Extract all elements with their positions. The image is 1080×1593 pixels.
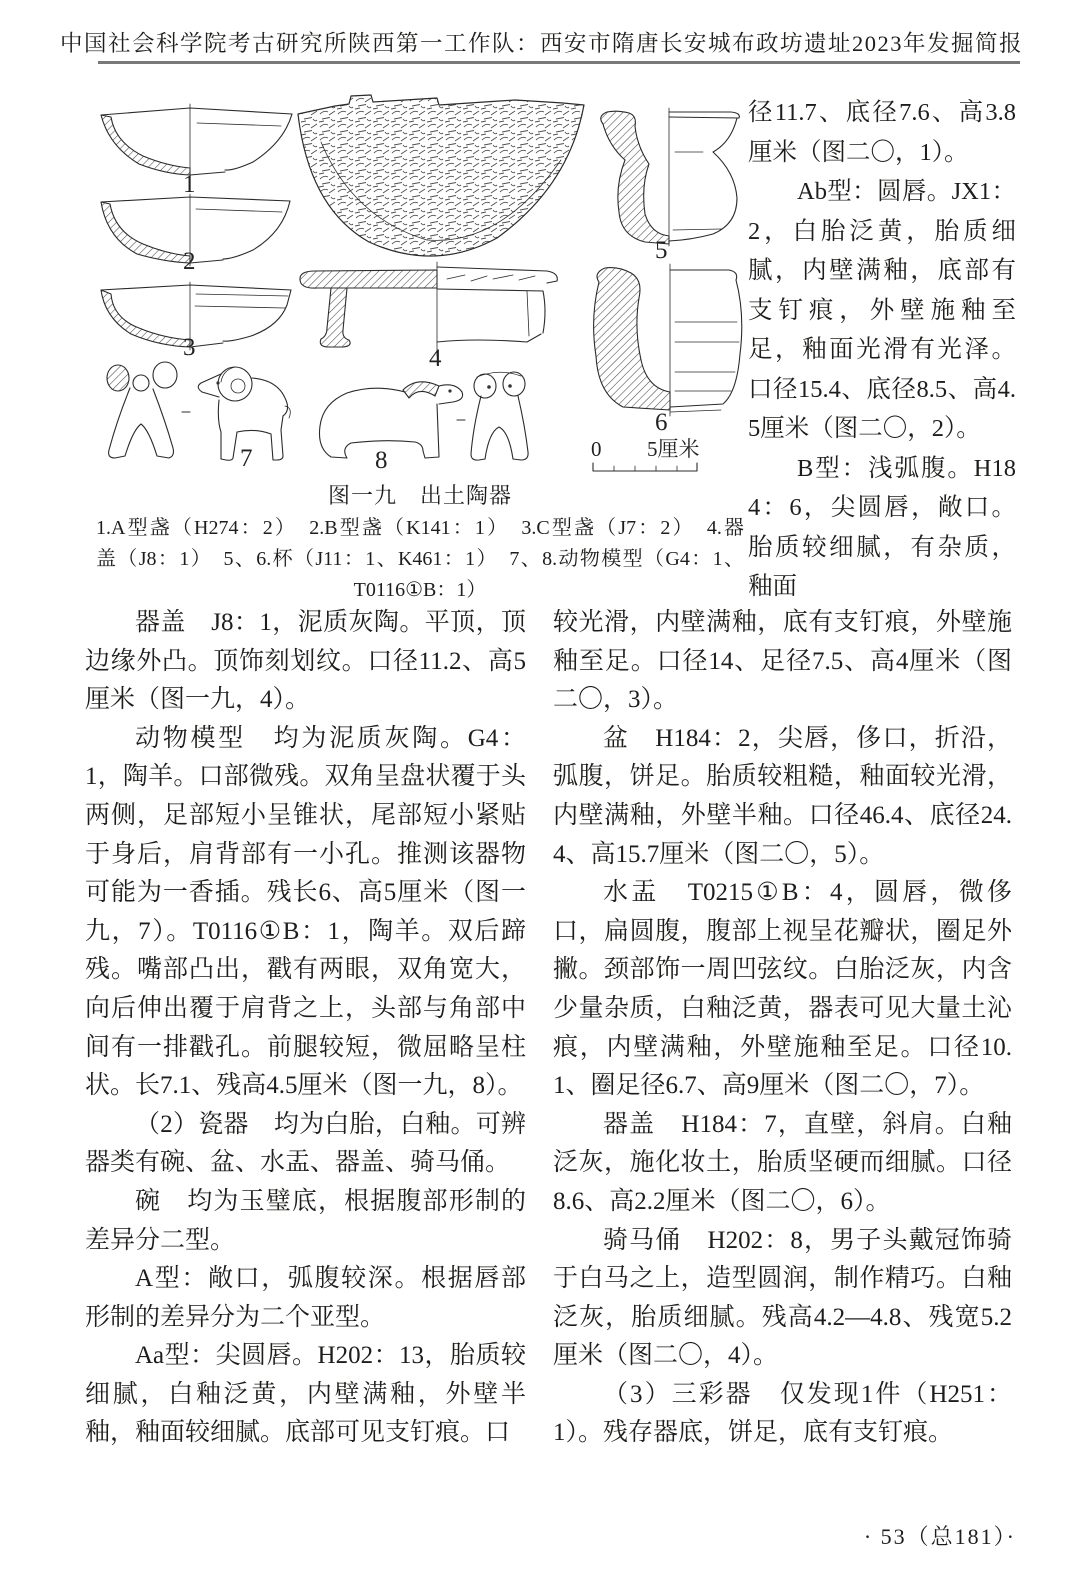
- running-head: 中国社会科学院考古研究所陕西第一工作队：西安市隋唐长安城布政坊遗址2023年发掘简报: [60, 31, 1024, 56]
- body-paragraph: A型：敞口，弧腹较深。根据唇部形制的差异分为二个亚型。: [85, 1265, 526, 1331]
- body-paragraph: 碗 均为玉璧底，根据腹部形制的差异分二型。: [85, 1187, 526, 1254]
- body-paragraph: 盆 H184：2，尖唇，侈口，折沿，弧腹，饼足。胎质较粗糙，釉面较光滑，内壁满釉，外壁半釉。口径46.4、底径24.4、高15.7厘米（图二〇，5）。: [553, 724, 1012, 868]
- body-paragraph: 较光滑，内壁满釉，底有支钉痕，外壁施釉至足。口径14、足径7.5、高4厘米（图二〇，3）。: [553, 609, 1012, 714]
- drawing-decorated-sherd: [298, 95, 584, 256]
- drawing-bowl-3: [101, 282, 291, 350]
- figure-label-1: 1: [183, 171, 196, 198]
- header-rule: [98, 61, 1020, 64]
- body-paragraph: 器盖 H184：7，直壁，斜肩。白釉泛灰，施化妆土，胎质坚硬而细腻。口径8.6、高2.2厘米（图二〇，6）。: [553, 1110, 1012, 1215]
- figure-label-8: 8: [375, 447, 388, 474]
- body-paragraph: （3）三彩器 仅发现1件（H251：1）。残存器底，饼足，底有支钉痕。: [553, 1380, 1012, 1447]
- drawing-bowl-2: [101, 194, 290, 266]
- drawing-lid-section: [300, 262, 557, 356]
- scale-bar: [591, 437, 700, 471]
- figure-19-line-drawings: [85, 90, 745, 480]
- figure-caption: [96, 479, 744, 606]
- left-column: [85, 604, 526, 1453]
- figure-caption-line: 盖（J8：1） 5、6.杯（J11：1、K461：1） 7、8.动物模型（G4：1、: [96, 548, 744, 570]
- body-paragraph: 水盂 T0215①B：4，圆唇，微侈口，扁圆腹，腹部上视呈花瓣状，圈足外撇。颈部饰一周凹弦纹。白胎泛灰，内含少量杂质，白釉泛黄，器表可见大量土沁痕，内壁满釉，外壁施釉至足。口径10.1、圈足径6.7、高9厘米（图二〇，7）。: [553, 879, 1012, 1100]
- figure-label-3: 3: [183, 334, 196, 361]
- body-paragraph: 器盖 J8：1，泥质灰陶。平顶，顶边缘外凸。顶饰刻划纹。口径11.2、高5厘米（图一九，4）。: [85, 609, 526, 714]
- drawing-ram-front-view: [107, 362, 190, 458]
- figure-label-7: 7: [240, 445, 253, 472]
- figure-label-5: 5: [655, 237, 668, 264]
- right-side-column: [748, 93, 1016, 607]
- drawing-animal-8-front-view: [457, 372, 528, 460]
- figure-label-4: 4: [429, 345, 442, 372]
- body-paragraph: 径11.7、底径7.6、高3.8厘米（图二〇，1）。: [748, 99, 1016, 166]
- figure-caption-title: 图一九 出土陶器: [327, 483, 512, 508]
- right-column: [553, 604, 1012, 1453]
- drawing-cup-6: [594, 264, 742, 416]
- figure-label-2: 2: [183, 248, 196, 275]
- figure-caption-line: 1.A型盏（H274：2） 2.B型盏（K141：1） 3.C型盏（J7：2） 4.器: [96, 517, 744, 539]
- figure-label-6: 6: [655, 409, 668, 436]
- page-number: · 53（总181）·: [863, 1524, 1016, 1549]
- scale-zero-label: 0: [591, 437, 602, 461]
- body-paragraph: （2）瓷器 均为白胎，白釉。可辨器类有碗、盆、水盂、器盖、骑马俑。: [85, 1110, 526, 1177]
- body-paragraph: Aa型：尖圆唇。H202：13，胎质较细腻，白釉泛黄，内壁满釉，外壁半釉，釉面较细腻。底部可见支钉痕。口: [85, 1342, 526, 1447]
- body-paragraph: Ab型：圆唇。JX1：2，白胎泛黄，胎质细腻，内壁满釉，底部有支钉痕，外壁施釉至足，釉面光滑有光泽。口径15.4、底径8.5、高4.5厘米（图二〇，2）。: [748, 178, 1016, 442]
- drawing-animal-8-side-view: [319, 382, 462, 458]
- body-paragraph: 骑马俑 H202：8，男子头戴冠饰骑于白马之上，造型圆润，制作精巧。白釉泛灰，胎质细腻。残高4.2—4.8、残宽5.2厘米（图二〇，4）。: [553, 1226, 1012, 1370]
- drawing-bowl-1: [101, 104, 292, 178]
- body-paragraph: 动物模型 均为泥质灰陶。G4：1，陶羊。口部微残。双角呈盘状覆于头两侧，足部短小呈锥状，尾部短小紧贴于身后，肩背部有一小孔。推测该器物可能为一香插。残长6、高5厘米（图一九，7）。T0116①B：1，陶羊。双后蹄残。嘴部凸出，戳有两眼，双角宽大，向后伸出覆于肩背之上，头部与角部中间有一排戳孔。前腿较短，微屈略呈柱状。长7.1、残高4.5厘米（图一九，8）。: [85, 724, 526, 1100]
- scale-five-cm-label: 5厘米: [647, 437, 700, 461]
- figure-caption-line: T0116①B：1）: [353, 579, 487, 601]
- drawing-cup-5: [601, 108, 740, 246]
- body-paragraph: B型：浅弧腹。H184：6，尖圆唇，敞口。胎质较细腻，有杂质，釉面: [748, 454, 1016, 600]
